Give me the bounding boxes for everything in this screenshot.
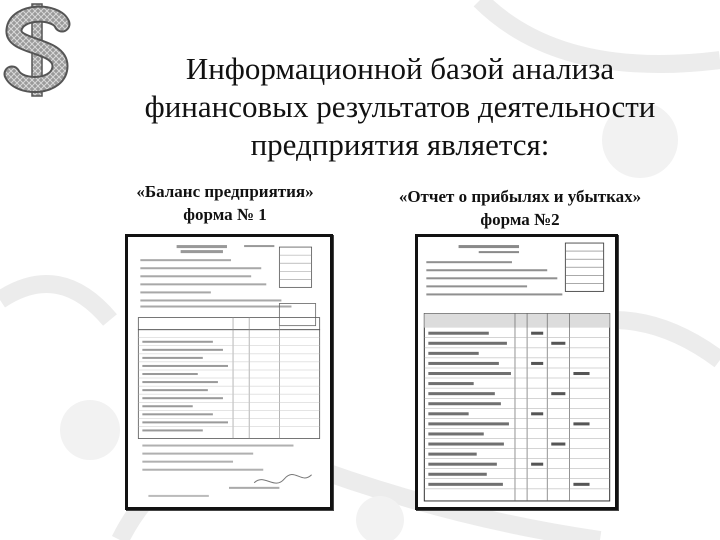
balance-sheet-caption: «Баланс предприятия» форма № 1 bbox=[136, 182, 314, 224]
dollar-sign-icon bbox=[2, 2, 74, 98]
profit-loss-report-form-thumbnail bbox=[415, 234, 618, 510]
balance-sheet-form-thumbnail-icon bbox=[128, 237, 330, 507]
profit-loss-caption: «Отчет о прибылях и убытках» форма №2 bbox=[398, 187, 642, 229]
slide-title: Информационной базой анализа финансовых результатов деятельности предприятия является: bbox=[144, 51, 656, 162]
balance-sheet-form-thumbnail bbox=[125, 234, 333, 510]
profit-loss-report-form-thumbnail-icon bbox=[418, 237, 615, 507]
